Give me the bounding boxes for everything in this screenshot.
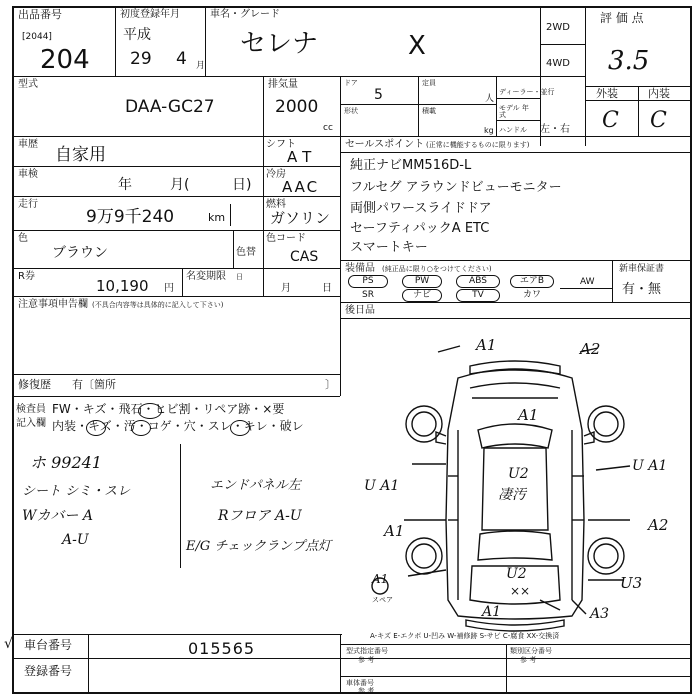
spare-label: スペア xyxy=(372,596,393,604)
inspection-day: 日) xyxy=(232,177,252,193)
repair-label: 修復歴 xyxy=(18,378,51,391)
capacity-unit: 人 xyxy=(485,94,495,104)
divider xyxy=(180,444,181,568)
divider xyxy=(340,318,692,319)
mileage: 9万9千240 xyxy=(86,207,175,227)
shape-label: 形状 xyxy=(344,107,358,115)
divider xyxy=(263,136,264,296)
inspector-interior-line: 内装・キズ・汚・コゲ・穴・スレ・キレ・破レ xyxy=(52,419,304,433)
selling-point-2: フルセグ アラウンドビューモニター xyxy=(350,180,562,195)
divider xyxy=(12,658,692,659)
equip-airbag: エアB xyxy=(510,275,554,288)
divider xyxy=(182,268,183,296)
score: 3.5 xyxy=(608,46,650,76)
name-label: 車名・グレード xyxy=(210,9,280,20)
divider xyxy=(418,76,419,136)
inspector-exterior-line: FW・キズ・飛石・ヒビ割・リペア跡・×要 xyxy=(52,402,285,416)
doors: 5 xyxy=(374,87,383,103)
history-label: 車歴 xyxy=(18,139,38,150)
damage-mark-ua1-left: U A1 xyxy=(364,478,400,494)
divider xyxy=(205,6,206,76)
divider xyxy=(340,644,692,645)
model: DAA-GC27 xyxy=(125,97,215,117)
circle-mark xyxy=(86,420,106,436)
hand-note-3: Wカバー A xyxy=(22,508,93,524)
equip-navi: ナビ xyxy=(402,289,442,302)
repair-close: 〕 xyxy=(325,378,336,391)
displacement: 2000 xyxy=(275,97,319,117)
divider xyxy=(88,634,89,694)
era: 平成 xyxy=(123,27,151,43)
car-no: 015565 xyxy=(188,639,256,658)
equip-pw: PW xyxy=(402,275,442,288)
shift: AT xyxy=(287,148,318,166)
equip-abs: ABS xyxy=(456,275,500,288)
divider xyxy=(506,644,507,694)
door-label: ドア xyxy=(344,79,358,87)
car-no-ref-label: 車体番号 xyxy=(346,679,374,687)
equip-aw: AW xyxy=(580,277,595,287)
fuel: ガソリン xyxy=(270,209,331,227)
handle-label: ハンドル xyxy=(499,126,527,134)
inspection-year: 年 xyxy=(118,177,132,193)
history: 自家用 xyxy=(55,145,106,165)
divider xyxy=(233,230,234,268)
mileage-label: 走行 xyxy=(18,199,38,210)
damage-mark-a1-hood: A1 xyxy=(518,406,539,424)
divider xyxy=(12,268,340,269)
km-unit: km xyxy=(208,211,226,224)
handle-value: 左・右 xyxy=(540,124,570,135)
score-label: 評 価 点 xyxy=(600,11,644,25)
divider xyxy=(12,230,340,231)
footer-check-mark: √ xyxy=(4,636,13,652)
divider xyxy=(496,98,540,99)
category-label: 類別区分番号 xyxy=(510,647,552,655)
divider xyxy=(340,260,692,261)
divider xyxy=(340,676,692,677)
divider xyxy=(340,634,341,694)
grade: X xyxy=(408,31,426,61)
damage-legend: A-キズ E-エクボ U-凹み W-補修跡 S-サビ C-腐食 XX-交換済 xyxy=(370,632,560,640)
ref-3: 参 考 xyxy=(358,687,375,695)
damage-mark-a1-rear: A1 xyxy=(482,604,502,620)
divider xyxy=(496,120,540,121)
model-year-label: モデル 年式 xyxy=(499,104,529,119)
color-label: 色 xyxy=(18,233,28,244)
equip-ps: PS xyxy=(348,275,388,288)
later-title: 後日品 xyxy=(345,305,375,316)
damage-note-rear: ×× xyxy=(510,584,531,598)
capacity-label: 定員 xyxy=(422,79,436,87)
rename-label: 名変期限 xyxy=(186,271,226,282)
damage-mark-a1-spare: A1 xyxy=(372,572,389,586)
equip-tv: TV xyxy=(456,289,500,302)
ac: AAC xyxy=(282,178,320,196)
exterior-grade: C xyxy=(602,108,619,133)
inspector-label-1: 検査員 xyxy=(16,404,46,415)
selling-point-3: 両側パワースライドドア xyxy=(350,201,492,216)
selling-point-4: セーフティパックA ETC xyxy=(350,221,490,236)
damage-mark-u2-rear: U2 xyxy=(506,566,527,582)
inspection-label: 車検 xyxy=(18,169,38,180)
damage-mark-ua1-right: U A1 xyxy=(632,458,668,474)
divider xyxy=(12,374,340,375)
recycle-fee: 10,190 xyxy=(96,277,149,295)
recycle-label: R券 xyxy=(18,271,35,282)
repair-value: 有〔箇所 xyxy=(72,378,116,391)
divider xyxy=(585,100,692,101)
selling-point-5: スマートキー xyxy=(350,240,428,255)
fuel-label: 燃料 xyxy=(266,199,286,210)
type-cert-label: 型式指定番号 xyxy=(346,647,388,655)
car-name: セレナ xyxy=(240,29,319,59)
rename-day: 日 xyxy=(322,283,332,294)
inspector-label-2: 記入欄 xyxy=(16,418,46,429)
selling-points-subtitle: (正常に機能するものに限ります) xyxy=(426,141,530,149)
selling-points-title: セールスポイント xyxy=(345,139,425,150)
inspection-month: 月( xyxy=(170,177,190,193)
model-label: 型式 xyxy=(18,79,38,90)
car-no-label: 車台番号 xyxy=(24,638,73,652)
hand-note-2: シート シミ・スレ xyxy=(22,484,131,499)
lot-sub: [2044] xyxy=(22,32,52,42)
equipment-title: 装備品 xyxy=(345,263,375,274)
circle-mark xyxy=(138,403,162,419)
hand-note-4: A-U xyxy=(62,532,89,548)
divider xyxy=(340,76,341,136)
divider xyxy=(540,44,585,45)
new-car-warranty-label: 新車保証書 xyxy=(619,264,665,274)
divider xyxy=(560,288,612,289)
divider xyxy=(612,260,613,302)
lot-label: 出品番号 xyxy=(18,8,62,21)
divider xyxy=(12,76,585,77)
yen-unit: 円 xyxy=(164,283,174,294)
divider xyxy=(340,302,692,303)
interior-label: 内装 xyxy=(648,87,670,100)
damage-mark-u2-roof: U2 xyxy=(508,466,529,482)
reg-label: 登録番号 xyxy=(24,664,73,678)
year: 29 xyxy=(130,49,152,69)
drive-2wd: 2WD xyxy=(546,22,570,33)
rename-month: 月 xyxy=(281,283,291,294)
damage-mark-a1-front: A1 xyxy=(476,336,497,354)
color-code: CAS xyxy=(290,249,319,265)
shift-label: シフト xyxy=(266,139,296,150)
exterior-label: 外装 xyxy=(596,87,618,100)
new-car-warranty-value: 有・無 xyxy=(622,282,662,297)
divider xyxy=(496,76,497,136)
kg-unit: kg xyxy=(484,126,494,135)
divider xyxy=(12,136,692,137)
ref-2: 参 考 xyxy=(520,656,537,664)
equip-sr: SR xyxy=(362,290,374,300)
divider xyxy=(12,296,340,297)
notes-subtitle: (不具合内容等は具体的に記入して下さい) xyxy=(92,301,224,309)
repaint-label: 色替 xyxy=(236,247,256,258)
color: ブラウン xyxy=(52,245,108,261)
displacement-label: 排気量 xyxy=(268,79,298,90)
divider xyxy=(585,6,586,146)
dealer-label: ディーラー・並行 xyxy=(499,88,555,96)
hand-note-5: エンドパネル左 xyxy=(210,478,301,493)
circle-mark xyxy=(230,420,250,436)
hand-note-1: ホ 99241 xyxy=(30,453,102,472)
month-unit: 月 xyxy=(196,61,206,71)
divider xyxy=(638,86,639,136)
ref-1: 参 考 xyxy=(358,656,375,664)
divider xyxy=(12,634,342,635)
circle-mark xyxy=(131,420,151,436)
lot-number: 204 xyxy=(40,45,90,75)
rename-sub: 日 xyxy=(236,273,243,281)
damage-mark-u3: U3 xyxy=(620,574,643,592)
equipment-subtitle: (純正品に限り○をつけてください) xyxy=(382,265,492,273)
divider xyxy=(12,396,340,397)
damage-mark-a1-left: A1 xyxy=(384,522,405,540)
drive-4wd: 4WD xyxy=(546,58,570,69)
divider xyxy=(340,152,692,153)
damage-mark-a3: A3 xyxy=(590,606,610,622)
divider xyxy=(263,76,264,136)
hand-note-7: E/G チェックランプ点灯 xyxy=(186,539,331,554)
load-label: 積載 xyxy=(422,107,436,115)
damage-mark-a2-right: A2 xyxy=(648,516,669,534)
equip-leather: カワ xyxy=(522,290,541,300)
damage-note-roof: 凄汚 xyxy=(498,487,526,503)
divider xyxy=(340,104,496,105)
selling-point-1: 純正ナビMM516D-L xyxy=(350,158,472,173)
hand-note-6: Rフロア A-U xyxy=(218,508,302,524)
notes-title: 注意事項申告欄 xyxy=(18,299,88,310)
damage-mark-a2-front: A2 xyxy=(580,340,601,358)
cc-unit: cc xyxy=(323,123,333,133)
ac-label: 冷房 xyxy=(266,169,286,180)
divider xyxy=(115,6,116,76)
first-reg-label: 初度登録年月 xyxy=(120,9,180,20)
divider xyxy=(340,136,341,396)
interior-grade: C xyxy=(650,108,667,133)
divider xyxy=(230,204,231,226)
month: 4 xyxy=(176,49,187,69)
color-code-label: 色コード xyxy=(266,233,306,244)
